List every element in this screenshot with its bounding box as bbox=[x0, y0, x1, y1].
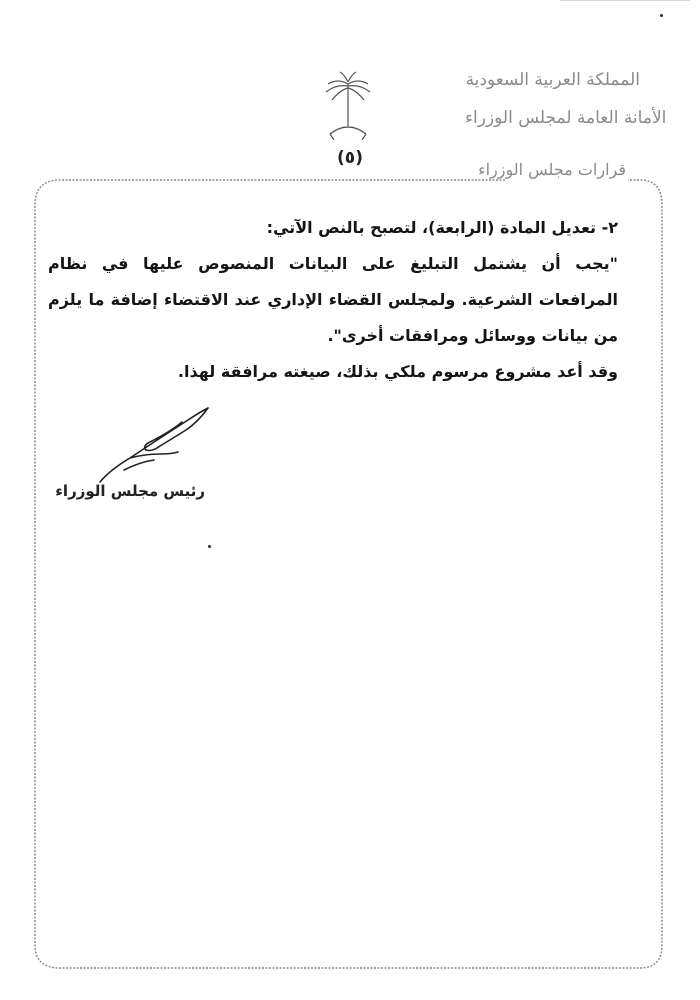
handwritten-signature bbox=[90, 400, 220, 490]
item-heading: ٢- تعديل المادة (الرابعة)، لتصبح بالنص الآتي: bbox=[266, 218, 618, 237]
letterhead-kingdom: المملكة العربية السعودية bbox=[465, 70, 640, 90]
letterhead-decisions: قرارات مجلس الوزراء bbox=[474, 160, 630, 179]
decision-body bbox=[48, 210, 618, 390]
closing-statement: وقد أعد مشروع مرسوم ملكي بذلك، صيغته مرافقة لهذا. bbox=[177, 362, 618, 381]
letterhead-secretariat: الأمانة العامة لمجلس الوزراء bbox=[465, 108, 667, 128]
scan-speck bbox=[208, 545, 211, 548]
scan-speck bbox=[660, 14, 663, 17]
letterhead bbox=[465, 70, 667, 179]
page-number: (٥) bbox=[337, 148, 363, 168]
signer-title: رئيس مجلس الوزراء bbox=[55, 482, 205, 500]
palm-swords-emblem-icon bbox=[318, 70, 378, 150]
quoted-article-text: "يجب أن يشتمل التبليغ على البيانات المنصوص عليها في نظام المرافعات الشرعية. ولمجلس القضاء الإداري عند الاقتضاء إضافة ما يلزم من بيانات ووسائل ومرافقات أخرى". bbox=[48, 254, 618, 345]
